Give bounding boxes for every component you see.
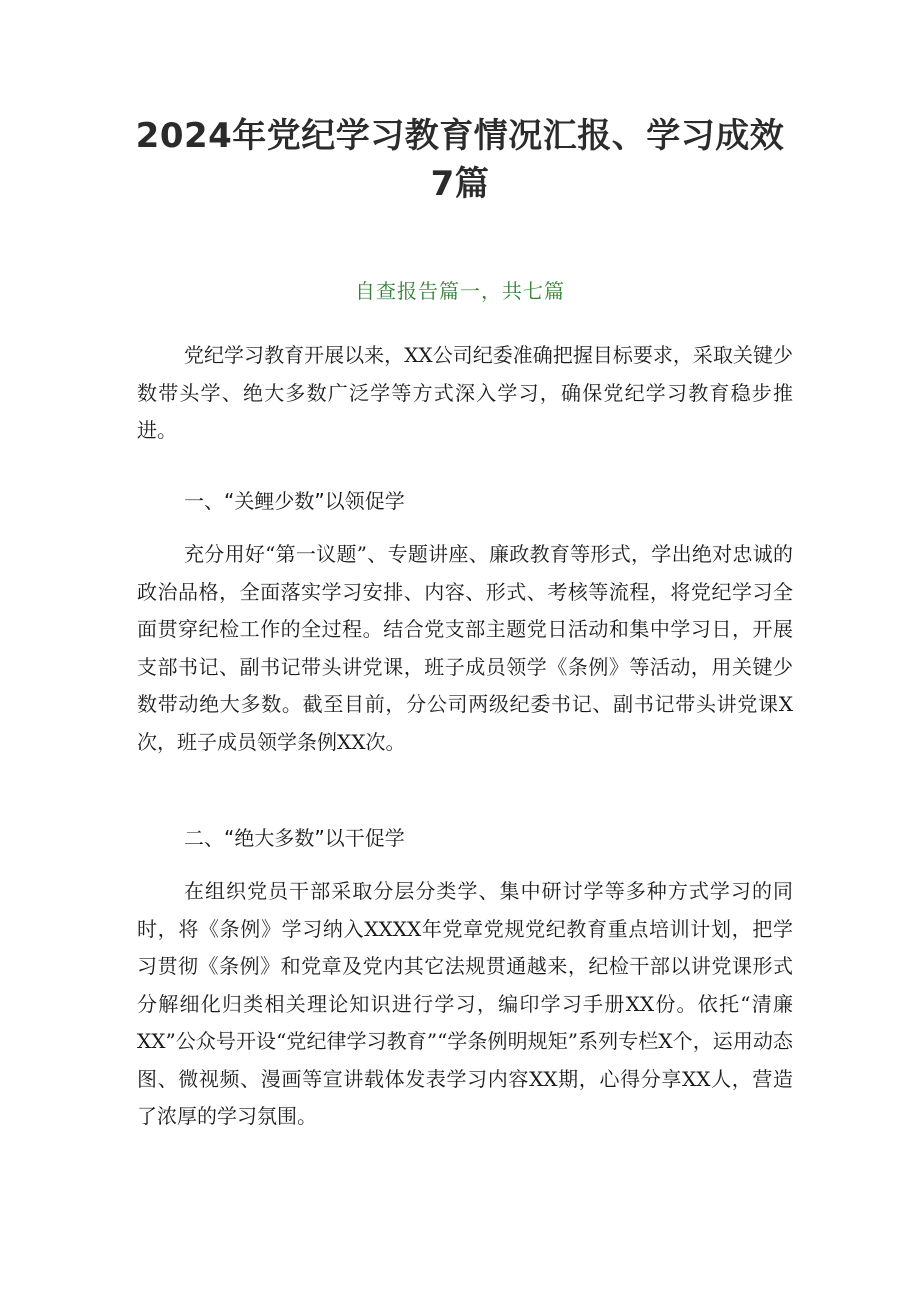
section-heading-1: 一、“关鲤少数”以领促学: [184, 489, 405, 513]
section-heading-2: 二、“绝大多数”以干促学: [184, 826, 405, 850]
section-body-2: 在组织党员干部采取分层分类学、集中研讨学等多种方式学习的同时，将《条例》学习纳入XXXX年党章党规党纪教育重点培训计划，把学习贯彻《条例》和党章及党内其它法规贯通越来，纪检干部以讲党课形式分解细化归类相关理论知识进行学习，编印学习手册XX份。依托“清廉XX”公众号开设“党纪律学习教育”“学条例明规矩”系列专栏X个，运用动态图、微视频、漫画等宣讲载体发表学习内容XX期，心得分享XX人，营造了浓厚的学习氛围。: [137, 879, 793, 1128]
document-title: 2024年党纪学习教育情况汇报、学习成效7篇: [135, 116, 785, 204]
intro-paragraph: 党纪学习教育开展以来，XX公司纪委准确把握目标要求，采取关键少数带头学、绝大多数广泛学等方式深入学习，确保党纪学习教育稳步推进。: [137, 343, 793, 442]
section-body-1: 充分用好“第一议题”、专题讲座、廉政教育等形式，学出绝对忠诚的政治品格，全面落实学习安排、内容、形式、考核等流程，将党纪学习全面贯穿纪检工作的全过程。结合党支部主题党日活动和集中学习日，开展支部书记、副书记带头讲党课，班子成员领学《条例》等活动，用关键少数带动绝大多数。截至目前，分公司两级纪委书记、副书记带头讲党课X次，班子成员领学条例XX次。: [137, 542, 793, 754]
document-subtitle: 自查报告篇一，共七篇: [355, 279, 565, 303]
